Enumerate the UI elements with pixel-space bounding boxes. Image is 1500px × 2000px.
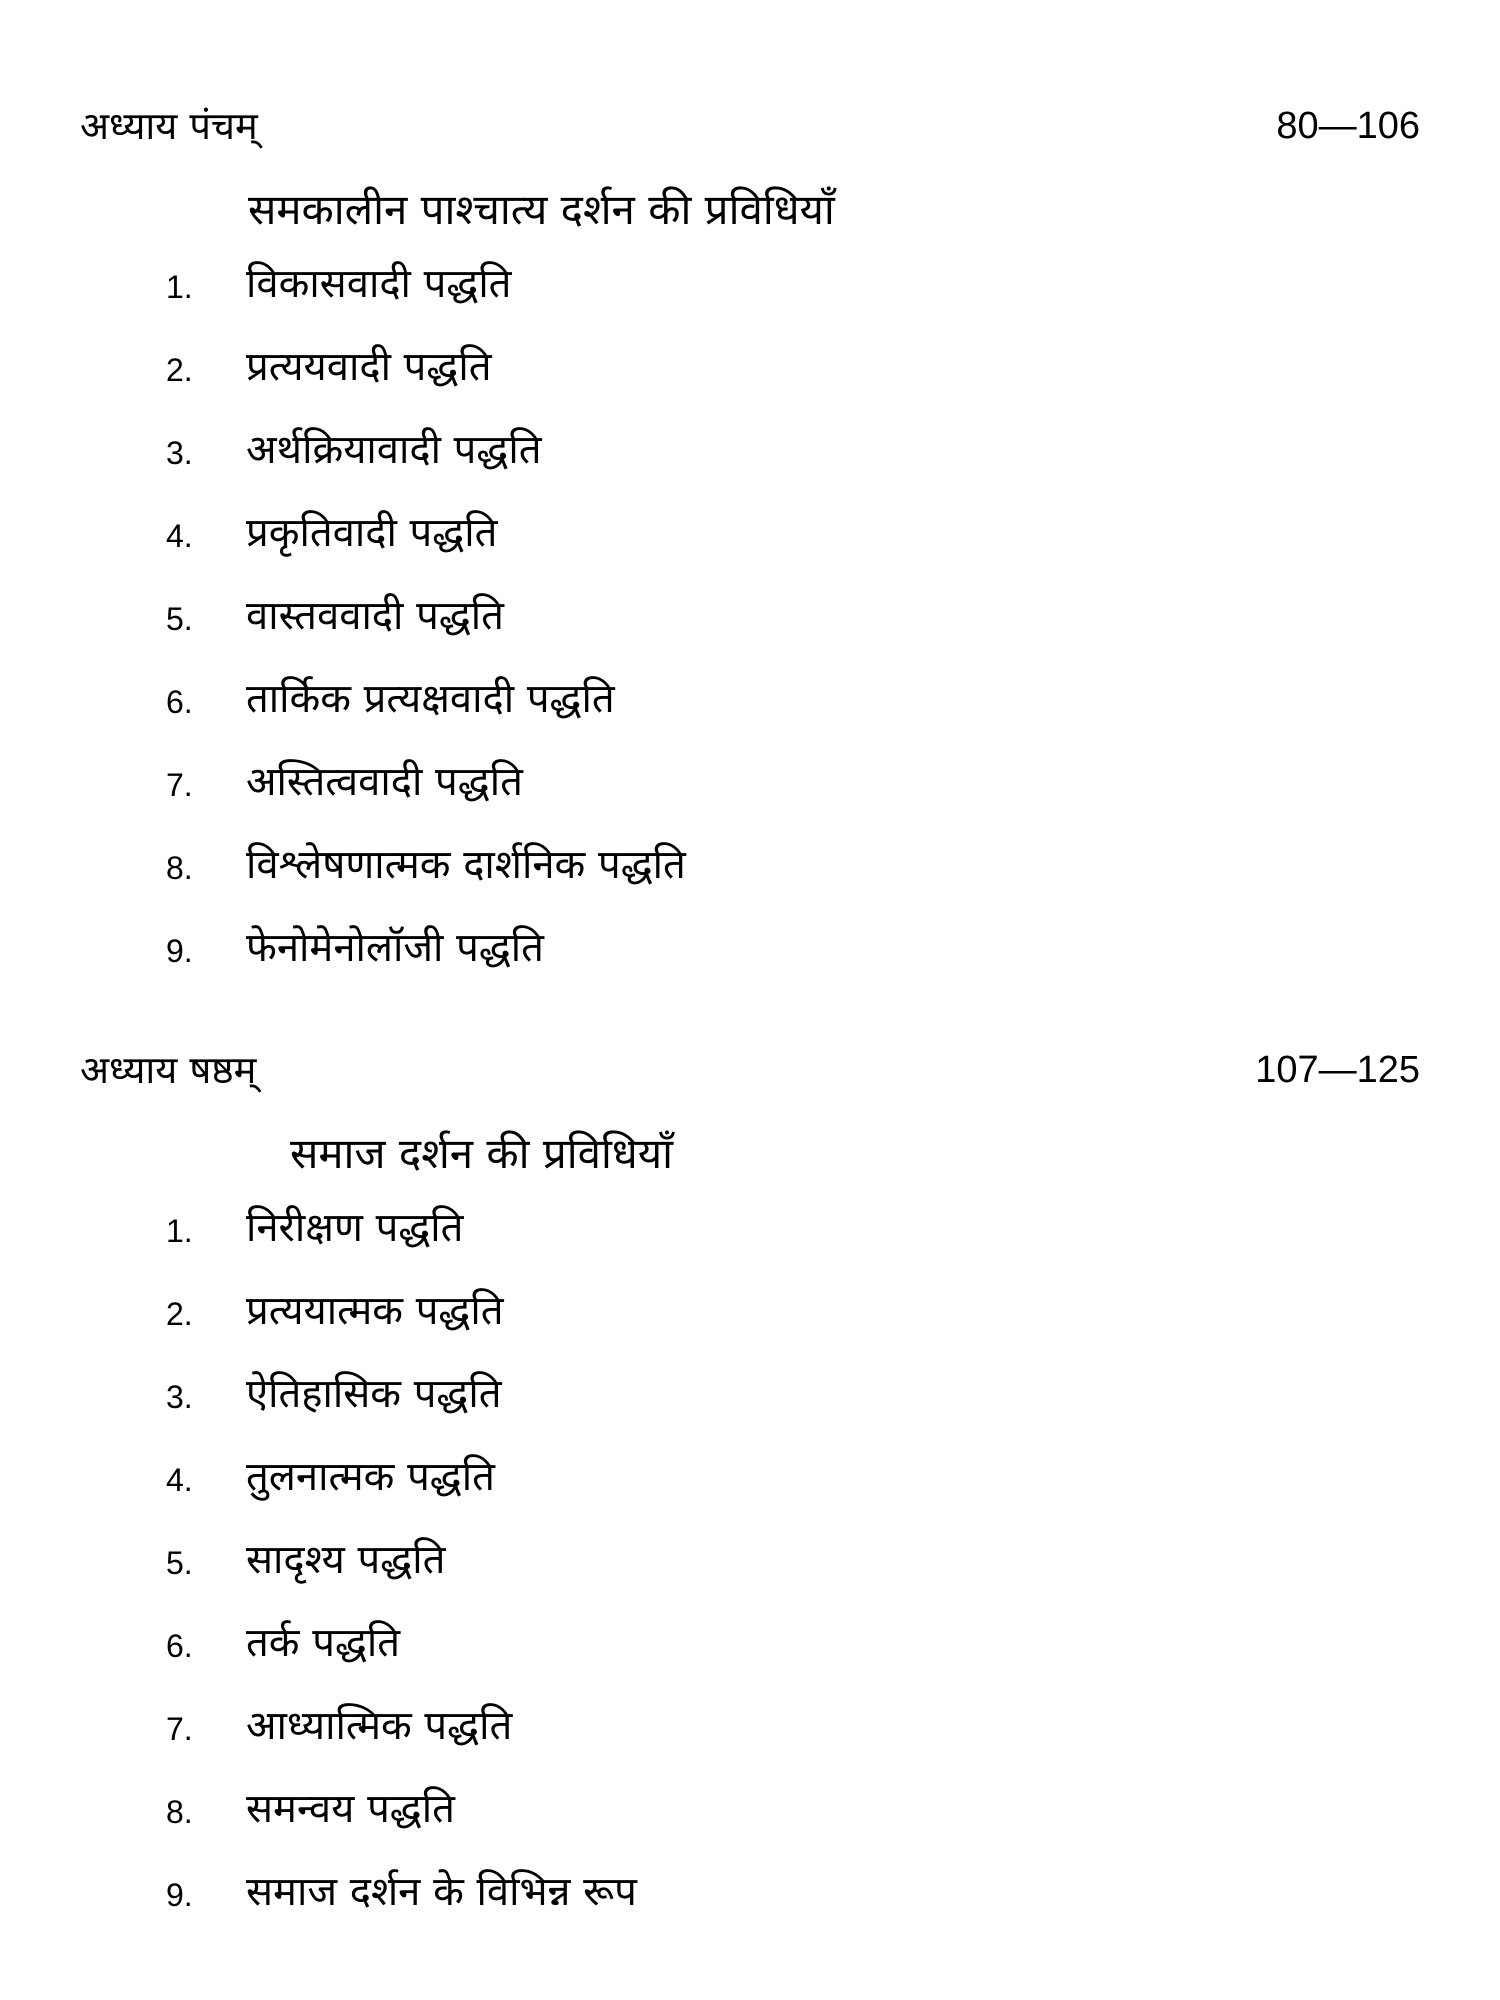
- item-text: तुलनात्मक पद्धति: [246, 1454, 495, 1500]
- list-item: [80, 1779, 1420, 1862]
- item-text: सादृश्य पद्धति: [246, 1537, 446, 1583]
- item-text: अर्थक्रियावादी पद्धति: [246, 427, 542, 473]
- list-item: [80, 918, 1420, 1001]
- item-number: 3.: [166, 1379, 193, 1415]
- page-range: 107—125: [1255, 1049, 1420, 1091]
- chapter-header: [80, 1042, 1420, 1098]
- topic-list: [80, 1198, 1420, 1945]
- chapter-title: समकालीन पाश्चात्य दर्शन की प्रविधियाँ: [248, 185, 835, 234]
- item-number: 8.: [166, 1794, 193, 1830]
- list-item: [80, 1530, 1420, 1613]
- item-text: समाज दर्शन के विभिन्न रूप: [246, 1869, 637, 1915]
- item-text: फेनोमेनोलॉजी पद्धति: [246, 925, 544, 971]
- chapter-label: अध्याय पंचम्: [80, 104, 258, 148]
- topic-list: [80, 254, 1420, 1001]
- item-text: विकासवादी पद्धति: [246, 261, 512, 307]
- item-number: 6.: [166, 684, 193, 720]
- item-text: ऐतिहासिक पद्धति: [246, 1371, 502, 1417]
- list-item: [80, 1862, 1420, 1945]
- chapter-title: समाज दर्शन की प्रविधियाँ: [290, 1129, 673, 1178]
- page-range: 80—106: [1276, 105, 1420, 147]
- chapter-label: अध्याय षष्ठम्: [80, 1048, 257, 1092]
- item-number: 7.: [166, 1711, 193, 1747]
- list-item: [80, 1198, 1420, 1281]
- item-number: 8.: [166, 850, 193, 886]
- list-item: [80, 420, 1420, 503]
- item-text: निरीक्षण पद्धति: [246, 1205, 464, 1251]
- list-item: [80, 337, 1420, 420]
- chapter-6-section: [80, 1042, 1420, 1945]
- item-number: 4.: [166, 1462, 193, 1498]
- item-number: 5.: [166, 601, 193, 637]
- item-number: 7.: [166, 767, 193, 803]
- item-number: 3.: [166, 435, 193, 471]
- list-item: [80, 669, 1420, 752]
- item-text: तार्किक प्रत्यक्षवादी पद्धति: [246, 676, 615, 722]
- item-number: 1.: [166, 269, 193, 305]
- list-item: [80, 503, 1420, 586]
- item-text: तर्क पद्धति: [246, 1620, 401, 1666]
- list-item: [80, 1447, 1420, 1530]
- item-number: 1.: [166, 1213, 193, 1249]
- item-number: 6.: [166, 1628, 193, 1664]
- item-text: विश्लेषणात्मक दार्शनिक पद्धति: [246, 842, 686, 888]
- list-item: [80, 752, 1420, 835]
- item-number: 2.: [166, 352, 193, 388]
- list-item: [80, 1613, 1420, 1696]
- list-item: [80, 1281, 1420, 1364]
- list-item: [80, 1696, 1420, 1779]
- item-number: 9.: [166, 933, 193, 969]
- list-item: [80, 586, 1420, 669]
- item-text: अस्तित्ववादी पद्धति: [246, 759, 523, 805]
- item-text: प्रकृतिवादी पद्धति: [246, 510, 498, 556]
- list-item: [80, 835, 1420, 918]
- item-text: वास्तववादी पद्धति: [246, 593, 504, 639]
- item-text: आध्यात्मिक पद्धति: [246, 1703, 513, 1749]
- list-item: [80, 254, 1420, 337]
- item-number: 9.: [166, 1877, 193, 1913]
- item-text: प्रत्ययवादी पद्धति: [246, 344, 492, 390]
- item-text: समन्वय पद्धति: [246, 1786, 455, 1832]
- chapter-5-section: [80, 98, 1420, 1001]
- item-number: 5.: [166, 1545, 193, 1581]
- list-item: [80, 1364, 1420, 1447]
- item-number: 2.: [166, 1296, 193, 1332]
- item-number: 4.: [166, 518, 193, 554]
- chapter-header: [80, 98, 1420, 154]
- item-text: प्रत्ययात्मक पद्धति: [246, 1288, 504, 1334]
